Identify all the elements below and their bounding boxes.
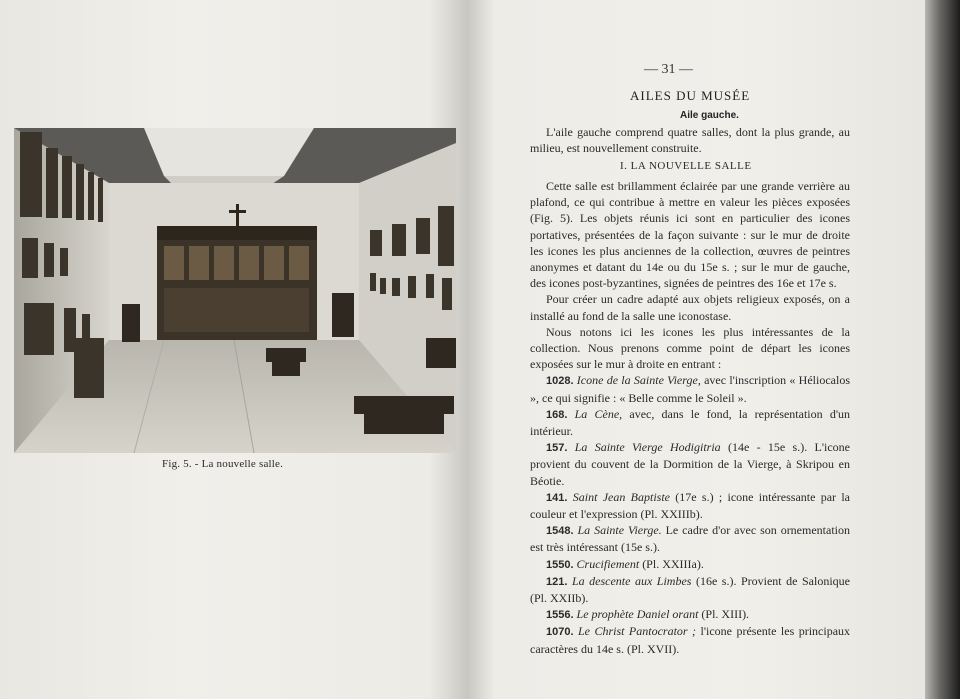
entry-description: avec, dans le fond, la représentation d'un intérieur. <box>530 406 851 439</box>
entry-number: 168. <box>546 408 568 421</box>
intro-paragraph <box>530 124 850 156</box>
entry-title: La Sainte Vierge Hodigitria <box>574 440 721 455</box>
entry-title: Saint Jean Baptiste <box>572 489 670 504</box>
entry-description: (14e - 15e s.). L'icone provient du couvent de la Dormition de la Vierge, à Skripou en Béotie. <box>530 440 850 488</box>
entry-number: 1548. <box>546 525 574 538</box>
left-page <box>0 0 467 699</box>
catalogue-entry <box>530 489 850 522</box>
catalogue-entry <box>530 439 850 489</box>
entry-description: l'icone présente les principaux caractères du 14e s. (Pl. XVII). <box>530 624 851 656</box>
entry-description: (17e s.) ; icone intéressante par la couleur et l'expression (Pl. XXIIIb). <box>530 489 851 522</box>
catalogue-entry <box>530 556 850 573</box>
catalogue-entry <box>530 606 850 623</box>
catalogue-entry <box>530 623 850 656</box>
entry-number: 121. <box>546 575 568 588</box>
entry-title: Le prophète Daniel orant <box>576 607 699 622</box>
entry-number: 1550. <box>546 558 574 571</box>
paragraph: Pour créer un cadre adapté aux objets religieux exposés, on a installé au fond de la salle une iconostase. <box>530 292 850 323</box>
figure-caption: Fig. 5. - La nouvelle salle. <box>162 458 284 470</box>
entry-number: 1028. <box>546 375 574 388</box>
subheading: Aile gauche. <box>680 110 739 121</box>
entry-title: La Sainte Vierge. <box>577 523 662 538</box>
catalogue-entry <box>530 522 850 555</box>
paragraph: Cette salle est brillamment éclairée par une grande verrière au plafond, ce qui contribue à mettre en valeur les pièces exposées (Fig. 5). Les objets réunis ici sont en particulier des icones portatives, présentées de la façon suivante : sur le mur de droite les icones les plus anciennes de la collection, œuvres de peintres anonymes et datant du 14e ou du 15e s. ; sur le mur de gauche, des icones post-byzantines, signées de peintres des 16e et 17e s. <box>530 179 850 291</box>
entry-number: 1070. <box>546 626 574 639</box>
paragraph: Nous notons ici les icones les plus intéressantes de la collection. Nous prenons comme point de départ les icones exposées sur le mur à droite en entrant : <box>530 324 850 372</box>
catalogue-entry <box>530 372 850 405</box>
entry-title: Crucifiement <box>576 556 640 571</box>
catalogue-entry <box>530 573 850 606</box>
entry-title: La descente aux Limbes <box>571 573 692 588</box>
section-title: I. LA NOUVELLE SALLE <box>620 160 752 172</box>
entry-description: Le cadre d'or avec son ornementation est très intéressant (15e s.). <box>530 523 850 555</box>
entry-number: 141. <box>546 491 568 504</box>
catalogue-entry <box>530 406 850 439</box>
entry-description: avec l'inscription « Héliocalos », ce qui signifie : « Belle comme le Soleil ». <box>530 373 850 405</box>
entry-title: La Cène, <box>574 406 623 421</box>
gallery-photograph <box>14 128 456 453</box>
entry-number: 1556. <box>546 609 574 622</box>
intro-text: L'aile gauche comprend quatre salles, dont la plus grande, au milieu, est nouvellement construite. <box>530 125 850 156</box>
entry-title: Le Christ Pantocrator ; <box>578 624 697 639</box>
page-number: — 31 — <box>644 62 693 77</box>
entry-number: 157. <box>546 442 568 455</box>
entry-description: (16e s.). Provient de Salonique (Pl. XXIIb). <box>530 573 850 606</box>
page-edge <box>925 0 960 699</box>
main-text <box>530 178 850 657</box>
entry-description: (Pl. XXIIIa). <box>639 556 704 571</box>
entry-description: (Pl. XIII). <box>698 607 750 622</box>
chapter-heading: AILES DU MUSÉE <box>630 88 751 103</box>
entry-title: Icone de la Sainte Vierge, <box>576 373 701 388</box>
